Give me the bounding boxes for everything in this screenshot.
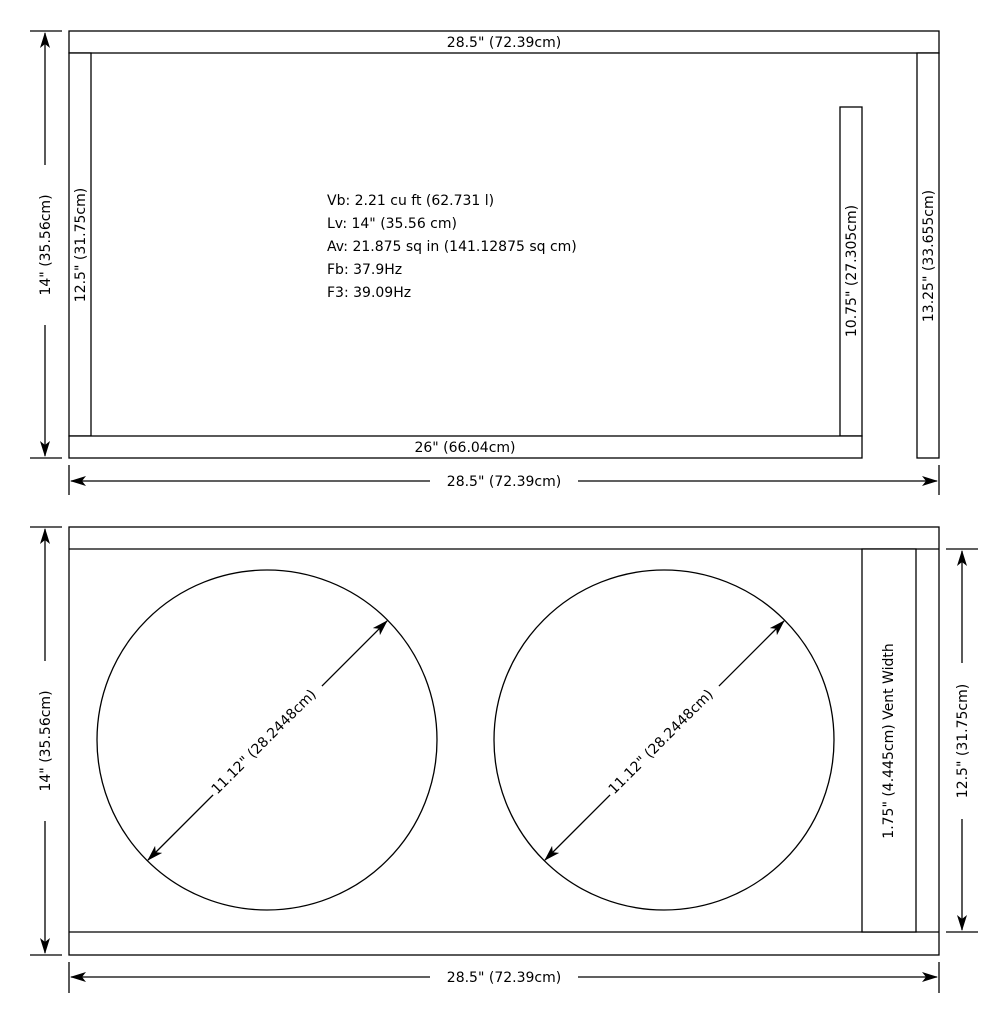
front-width-label: 28.5" (72.39cm) [446,970,562,986]
side-bottom-panel-label: 26" (66.04cm) [414,440,516,456]
spec-av: Av: 21.875 sq in (141.12875 sq cm) [327,239,577,255]
front-view [30,527,978,993]
left-driver-cutout [97,570,437,910]
front-height-label: 14" (35.56cm) [38,690,54,792]
side-top-panel-label: 28.5" (72.39cm) [446,35,562,51]
side-view [30,31,939,495]
spec-vb: Vb: 2.21 cu ft (62.731 l) [327,193,495,209]
front-right-height-dimension [946,549,978,932]
left-cutout-label: 11.12" (28.2448cm) [208,686,320,798]
side-width-dimension [69,465,939,495]
spec-fb: Fb: 37.9Hz [327,262,403,278]
side-height-label: 14" (35.56cm) [38,194,54,296]
vent-width-label: 1.75" (4.445cm) Vent Width [881,643,897,839]
spec-f3: F3: 39.09Hz [327,285,412,301]
front-width-dimension [69,962,939,993]
box-specs [327,193,577,301]
side-left-panel-label: 12.5" (31.75cm) [73,187,89,303]
right-cutout-label: 11.12" (28.2448cm) [605,686,717,798]
side-height-dimension [30,31,62,458]
side-width-label: 28.5" (72.39cm) [446,474,562,490]
right-driver-cutout [494,570,834,910]
side-vent-panel-label: 10.75" (27.305cm) [844,204,860,338]
side-right-panel-label: 13.25" (33.655cm) [921,189,937,323]
front-right-height-label: 12.5" (31.75cm) [955,683,971,799]
front-height-dimension [30,527,62,955]
spec-lv: Lv: 14" (35.56 cm) [327,216,457,232]
